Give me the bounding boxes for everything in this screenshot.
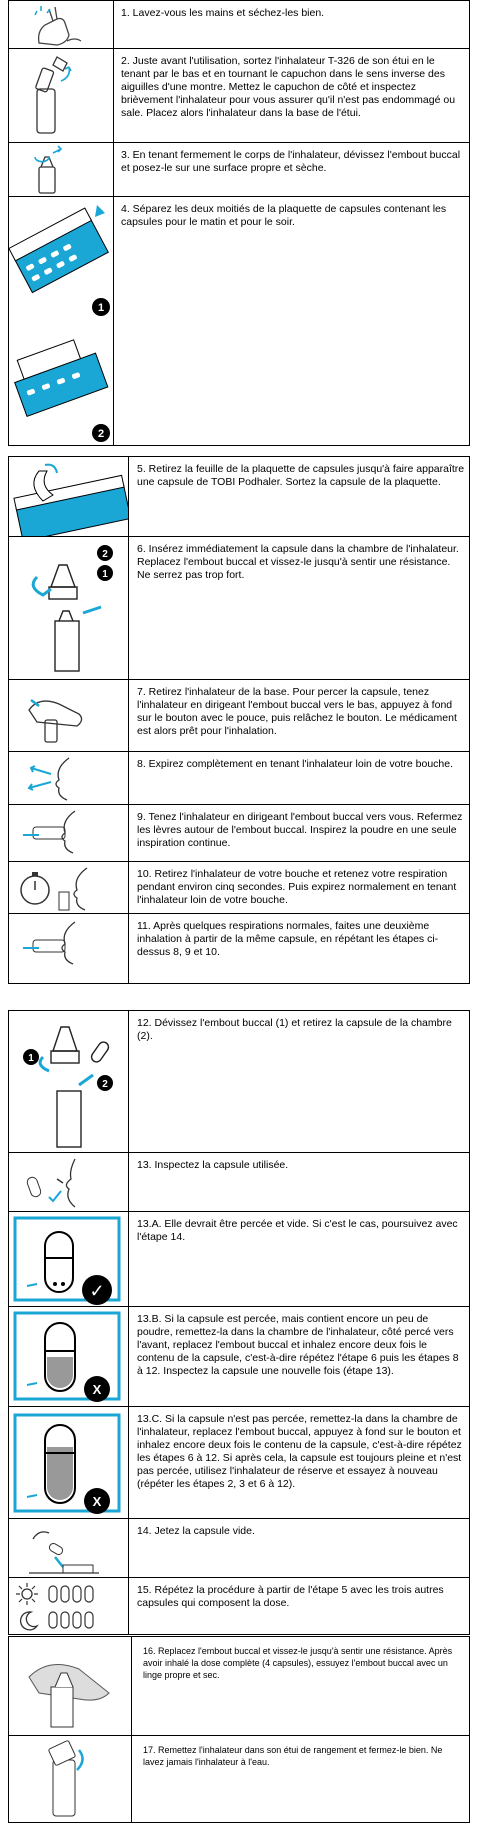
figure-number-2: 2: [102, 1079, 108, 1090]
step-text-13a: 13.A. Elle devrait être percée et vide. Si c'est le cas, poursuivez avec l'étape 14.: [137, 1218, 458, 1243]
step-illustration-5: [9, 457, 129, 536]
unscrew-mouthpiece-icon: [9, 143, 113, 197]
cross-mark-icon: X: [92, 1382, 102, 1397]
step-illustration-13b: [9, 1307, 129, 1406]
peel-blister-icon: [9, 457, 128, 537]
step-text-12: 12. Dévissez l'embout buccal (1) et retirez la capsule de la chambre (2).: [137, 1017, 452, 1042]
step-row-11: [8, 913, 470, 984]
step-illustration-10: [9, 862, 129, 913]
step-illustration-6: [9, 537, 129, 679]
figure-number-1: 1: [102, 569, 108, 580]
blister-separation-icon: [9, 197, 113, 446]
store-inhaler-case-icon: [9, 1736, 131, 1823]
step-row-4: [8, 196, 470, 446]
step-row-3: [8, 142, 470, 197]
step-row-10: [8, 861, 470, 914]
remove-capsule-icon: [9, 1011, 128, 1153]
sun-icon: [16, 1583, 38, 1605]
step-row-13c: [8, 1406, 470, 1519]
pierce-capsule-icon: [9, 680, 128, 752]
step-illustration-11: [9, 914, 129, 983]
step-illustration-3: [9, 143, 114, 196]
step-row-15: [8, 1577, 470, 1635]
step-row-1: [8, 0, 470, 49]
moon-icon: [21, 1612, 37, 1630]
capsule-powder-remaining-icon: [9, 1307, 128, 1407]
figure-number-1: 1: [28, 1053, 34, 1064]
wipe-mouthpiece-icon: [9, 1637, 131, 1736]
step-illustration-4: [9, 197, 114, 445]
step-text-8: 8. Expirez complètement en tenant l'inhalateur loin de votre bouche.: [137, 758, 454, 770]
step-illustration-7: [9, 680, 129, 751]
hold-breath-stopwatch-icon: [9, 862, 128, 914]
figure-number-1: 1: [97, 302, 105, 314]
step-text-1: 1. Lavez-vous les mains et séchez-les bien.: [121, 7, 325, 19]
step-row-14: [8, 1518, 470, 1578]
capsule-full-not-pierced-icon: [9, 1407, 128, 1519]
step-illustration-12: [9, 1011, 129, 1152]
step-illustration-17: [9, 1736, 132, 1822]
step-row-9: [8, 804, 470, 862]
step-text-13c: 13.C. Si la capsule n'est pas percée, remettez-la dans la chambre de l'inhalateur, replacez l'embout buccal, appuyez à fond sur le bouton et inhalez encore deux fois le contenu de la capsule, c'est-à-dire répétez les étapes 6 à 12. Si après cela, la capsule est toujours pleine et n'est pas percée, utilisez l'inhalateur de réserve et essayez à nouveau (répéter les étapes 2, 3 et 6 à 12).: [137, 1413, 462, 1490]
step-row-6: [8, 536, 470, 680]
step-row-13b: [8, 1306, 470, 1407]
step-illustration-15: [9, 1578, 129, 1634]
step-text-13: 13. Inspectez la capsule utilisée.: [137, 1159, 289, 1171]
step-text-11: 11. Après quelques respirations normales, faites une deuxième inhalation à partir de la même capsule, en répétant les étapes ci-dessus 8, 9 et 10.: [137, 920, 439, 958]
step-row-2: [8, 48, 470, 143]
step-text-5: 5. Retirez la feuille de la plaquette de capsules jusqu'à faire apparaître une capsule de TOBI Podhaler. Sortez la capsule de la plaquette.: [137, 463, 465, 488]
step-illustration-13a: [9, 1212, 129, 1306]
step-illustration-1: [9, 1, 114, 48]
inhale-icon: [9, 805, 128, 862]
capsule-empty-check-icon: [9, 1212, 128, 1307]
step-row-13a: [8, 1211, 470, 1307]
inhaler-case-icon: [9, 49, 113, 143]
step-text-4: 4. Séparez les deux moitiés de la plaquette de capsules contenant les capsules pour le matin et pour le soir.: [121, 203, 447, 228]
step-illustration-9: [9, 805, 129, 861]
step-text-2: 2. Juste avant l'utilisation, sortez l'inhalateur T-326 de son étui en le tenant par le bas et en tournant le capuchon dans le sens inverse des aiguilles d'une montre. Mettez le capuchon de côté et inspectez brièvement l'inhalateur pour vous assurer qu'il n'est pas endommagé ou sale. Placez alors l'inhalateur dans la base de l'étui.: [121, 55, 456, 119]
step-illustration-14: [9, 1519, 129, 1577]
check-mark-icon: ✓: [89, 1281, 105, 1301]
figure-number-2: 2: [102, 549, 108, 560]
cross-mark-icon: X: [92, 1494, 102, 1509]
exhale-icon: [9, 752, 128, 805]
step-text-3: 3. En tenant fermement le corps de l'inhalateur, dévissez l'embout buccal et posez-le sur une surface propre et sèche.: [121, 149, 461, 174]
step-illustration-8: [9, 752, 129, 804]
step-row-16: [8, 1636, 470, 1736]
step-text-16: 16. Replacez l'embout buccal et vissez-le jusqu'à sentir une résistance. Après avoir inhalé la dose complète (4 capsules), essuyez l'embout buccal avec un linge propre et sec.: [143, 1646, 453, 1680]
step-text-10: 10. Retirez l'inhalateur de votre bouche et retenez votre respiration pendant environ cinq secondes. Puis expirez normalement en tenant l'inhalateur loin de votre bouche.: [137, 868, 457, 906]
washing-hands-icon: [9, 1, 113, 49]
step-text-13b: 13.B. Si la capsule est percée, mais contient encore un peu de poudre, remettez-la dans la chambre de l'inhalateur, côté percé vers l'avant, replacez l'embout buccal et inhalez encore deux fois le contenu de la capsule, c'est-à-dire répétez l'étape 6 puis les étapes 8 à 12. Inspectez la capsule une nouvelle fois (étape 13).: [137, 1313, 459, 1377]
step-row-8: [8, 751, 470, 805]
step-illustration-16: [9, 1637, 132, 1735]
morning-evening-doses-icon: [9, 1578, 128, 1635]
step-illustration-2: [9, 49, 114, 142]
step-row-5: [8, 456, 470, 537]
step-text-7: 7. Retirez l'inhalateur de la base. Pour percer la capsule, tenez l'inhalateur en dirigeant l'embout buccal vers le bas, appuyez à fond sur le bouton avec le pouce, puis relâchez le bouton. Le médicament est alors prêt pour l'inhalation.: [137, 686, 457, 737]
insert-capsule-icon: [9, 537, 128, 680]
step-row-7: [8, 679, 470, 752]
step-text-17: 17. Remettez l'inhalateur dans son étui de rangement et fermez-le bien. Ne lavez jamais l'inhalateur à l'eau.: [143, 1745, 443, 1767]
step-text-6: 6. Insérez immédiatement la capsule dans la chambre de l'inhalateur. Replacez l'embout buccal et vissez-le jusqu'à sentir une résistance. Ne serrez pas trop fort.: [137, 543, 459, 581]
step-illustration-13c: [9, 1407, 129, 1518]
step-illustration-13: [9, 1153, 129, 1211]
step-row-13: [8, 1152, 470, 1212]
step-row-17: [8, 1735, 470, 1823]
step-row-12: [8, 1010, 470, 1153]
second-inhale-icon: [9, 914, 128, 984]
figure-number-2: 2: [97, 428, 105, 440]
step-text-14: 14. Jetez la capsule vide.: [137, 1525, 255, 1537]
step-text-9: 9. Tenez l'inhalateur en dirigeant l'embout buccal vers vous. Refermez les lèvres autour de l'embout buccal. Inspirez la poudre en une seule inspiration continue.: [137, 811, 463, 849]
step-text-15: 15. Répétez la procédure à partir de l'étape 5 avec les trois autres capsules qui composent la dose.: [137, 1584, 444, 1609]
discard-capsule-icon: [9, 1519, 128, 1578]
inspect-capsule-icon: [9, 1153, 128, 1212]
